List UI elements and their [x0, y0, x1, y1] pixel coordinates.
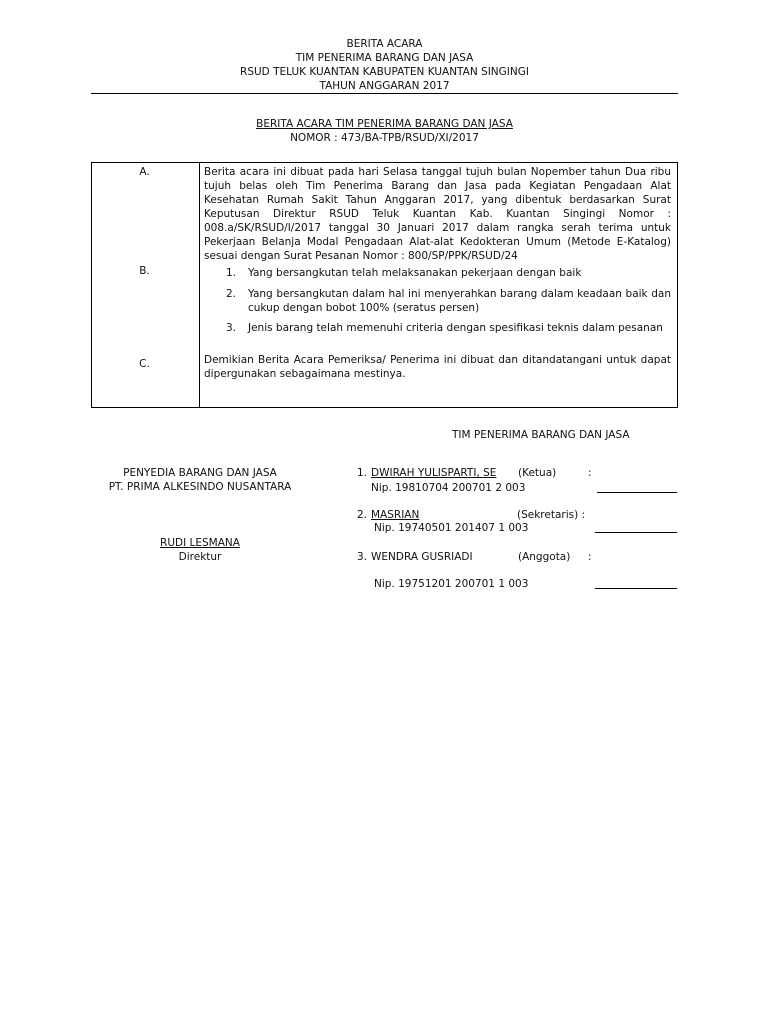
- doc-title: BERITA ACARA TIM PENERIMA BARANG DAN JASA: [256, 118, 513, 130]
- member-3-name: WENDRA GUSRIADI: [371, 551, 473, 563]
- paragraph-a: Berita acara ini dibuat pada hari Selasa tanggal tujuh bulan Nopember tahun Dua ribu tujuh belas oleh Tim Penerima Barang dan Jasa pada Kegiatan Pengadaan Alat Kesehatan Rumah Sakit Tahun Anggaran 2017, yang dibentuk berdasarkan Surat Keputusan Direktur RSUD Teluk Kuantan Kab. Kuantan Singingi Nomor : 008.a/SK/RSUD/I/2017 tanggal 30 Januari 2017 dalam rangka serah terima untuk Pekerjaan Belanja Modal Pengadaan Alat-alat Kedokteran Umum (Metode E-Katalog) sesuai dengan Surat Pesanan Nomor : 800/SP/PPK/RSUD/24: [204, 166, 671, 262]
- member-1-role: (Ketua): [518, 467, 557, 479]
- member-1-signature-line: [597, 492, 677, 493]
- item-1-text: Yang bersangkutan telah melaksanakan pekerjaan dengan baik: [248, 267, 582, 279]
- member-2-nip: Nip. 19740501 201407 1 003: [374, 522, 529, 534]
- item-3-number: 3.: [226, 322, 237, 334]
- provider-title: PENYEDIA BARANG DAN JASA: [123, 467, 277, 479]
- member-3-colon: :: [588, 551, 592, 563]
- member-3-nip: Nip. 19751201 200701 1 003: [374, 578, 529, 590]
- header-line-1: BERITA ACARA: [346, 38, 423, 50]
- label-c: C.: [139, 358, 150, 370]
- header-line-3: RSUD TELUK KUANTAN KABUPATEN KUANTAN SINGINGI: [240, 66, 529, 78]
- member-1-nip: Nip. 19810704 200701 2 003: [371, 482, 526, 494]
- provider-company: PT. PRIMA ALKESINDO NUSANTARA: [108, 481, 292, 493]
- provider-role: Direktur: [178, 551, 222, 563]
- label-b: B.: [139, 265, 150, 277]
- member-2-role: (Sekretaris) :: [517, 509, 586, 521]
- item-2-number: 2.: [226, 288, 237, 300]
- doc-number: NOMOR : 473/BA-TPB/RSUD/XI/2017: [290, 132, 479, 144]
- member-2-name: MASRIAN: [371, 509, 420, 521]
- provider-block: [70, 466, 330, 494]
- item-2-text: Yang bersangkutan dalam hal ini menyerahkan barang dalam keadaan baik dan cukup dengan bobot 100% (seratus persen): [248, 288, 671, 314]
- table-column-divider: [199, 163, 200, 407]
- member-2-signature-line: [595, 532, 677, 533]
- provider-name: RUDI LESMANA: [160, 537, 240, 549]
- header-line-4: TAHUN ANGGARAN 2017: [319, 80, 450, 92]
- member-2-number: 2.: [357, 509, 368, 521]
- provider-signatory: [70, 536, 330, 564]
- doc-title-block: [91, 117, 678, 145]
- document-header: [91, 37, 678, 93]
- header-divider: [91, 93, 678, 94]
- member-1-number: 1.: [357, 467, 368, 479]
- member-3-signature-line: [595, 588, 677, 589]
- team-heading: TIM PENERIMA BARANG DAN JASA: [452, 429, 630, 441]
- item-3-text: Jenis barang telah memenuhi criteria dengan spesifikasi teknis dalam pesanan: [248, 322, 663, 334]
- member-1-name: DWIRAH YULISPARTI, SE: [371, 467, 497, 479]
- header-line-2: TIM PENERIMA BARANG DAN JASA: [295, 52, 474, 64]
- item-1-number: 1.: [226, 267, 237, 279]
- label-a: A.: [139, 166, 150, 178]
- paragraph-c: Demikian Berita Acara Pemeriksa/ Penerima ini dibuat dan ditandatangani untuk dapat dipergunakan sebagaimana mestinya.: [204, 354, 671, 380]
- member-3-role: (Anggota): [518, 551, 571, 563]
- member-3-number: 3.: [357, 551, 368, 563]
- member-1-colon: :: [588, 467, 592, 479]
